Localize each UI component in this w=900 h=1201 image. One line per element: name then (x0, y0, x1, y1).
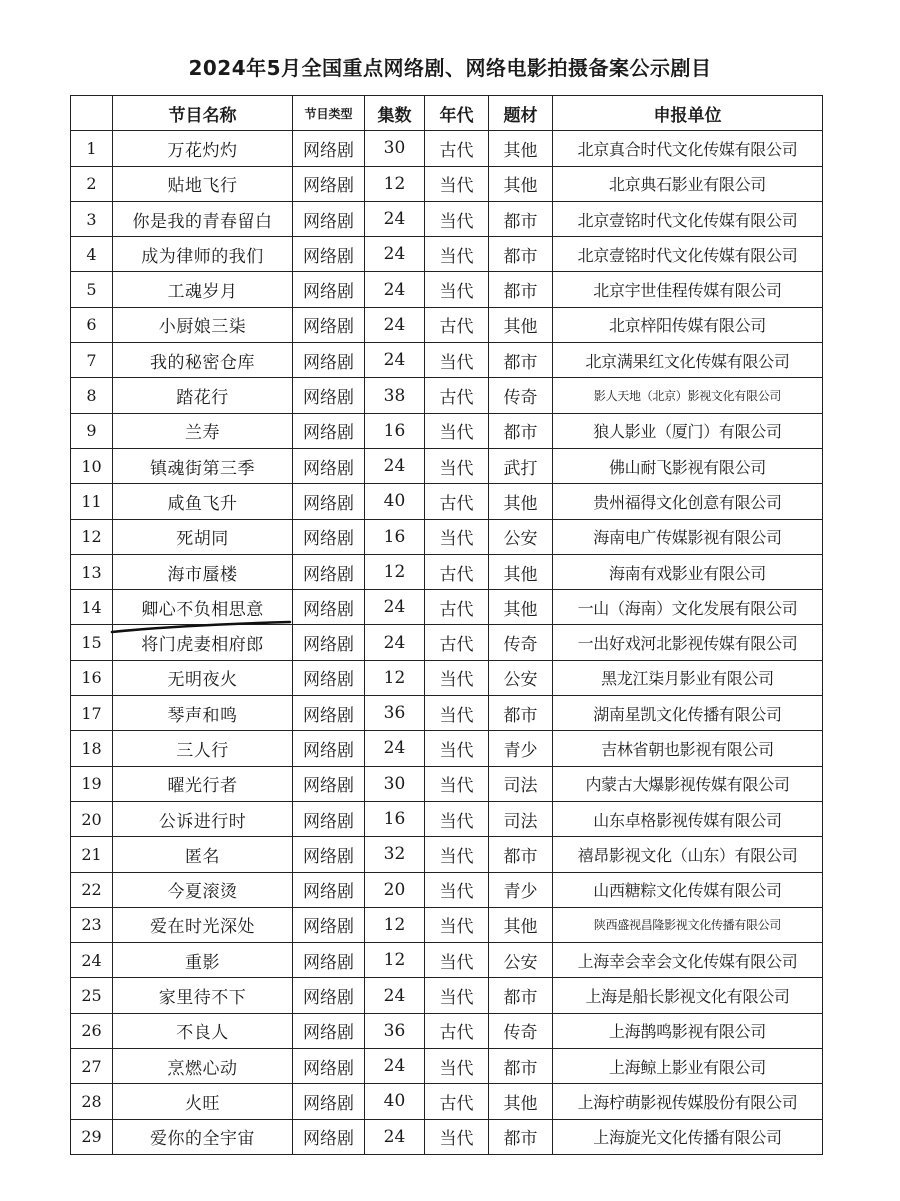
cell-genre: 公安 (489, 943, 553, 978)
cell-episodes: 12 (365, 943, 425, 978)
cell-company: 上海是船长影视文化有限公司 (553, 978, 823, 1013)
cell-company: 上海鹊鸣影视有限公司 (553, 1013, 823, 1048)
cell-index: 9 (71, 413, 113, 448)
cell-era: 古代 (425, 1084, 489, 1119)
cell-episodes: 40 (365, 484, 425, 519)
table-row (71, 1049, 823, 1084)
cell-type: 网络剧 (293, 307, 365, 342)
cell-era: 古代 (425, 625, 489, 660)
cell-index: 28 (71, 1084, 113, 1119)
cell-company: 北京典石影业有限公司 (553, 166, 823, 201)
cell-company: 山西糖粽文化传媒有限公司 (553, 872, 823, 907)
cell-index: 5 (71, 272, 113, 307)
cell-type: 网络剧 (293, 1049, 365, 1084)
cell-type: 网络剧 (293, 978, 365, 1013)
cell-index: 23 (71, 907, 113, 942)
cell-era: 当代 (425, 801, 489, 836)
cell-index: 15 (71, 625, 113, 660)
cell-type: 网络剧 (293, 272, 365, 307)
cell-era: 当代 (425, 1049, 489, 1084)
cell-episodes: 24 (365, 343, 425, 378)
cell-index: 11 (71, 484, 113, 519)
cell-type: 网络剧 (293, 590, 365, 625)
cell-genre: 其他 (489, 307, 553, 342)
cell-name: 踏花行 (113, 378, 293, 413)
cell-era: 当代 (425, 1119, 489, 1154)
cell-genre: 司法 (489, 801, 553, 836)
cell-episodes: 24 (365, 625, 425, 660)
cell-genre: 公安 (489, 519, 553, 554)
cell-genre: 传奇 (489, 625, 553, 660)
cell-name: 爱在时光深处 (113, 907, 293, 942)
cell-company: 北京真合时代文化传媒有限公司 (553, 131, 823, 166)
header-era: 年代 (425, 96, 489, 131)
cell-genre: 其他 (489, 590, 553, 625)
header-index (71, 96, 113, 131)
cell-type: 网络剧 (293, 1119, 365, 1154)
table-row (71, 378, 823, 413)
cell-company: 海南电广传媒影视有限公司 (553, 519, 823, 554)
header-company: 申报单位 (553, 96, 823, 131)
table-row (71, 1084, 823, 1119)
cell-name: 兰寿 (113, 413, 293, 448)
cell-genre: 青少 (489, 731, 553, 766)
cell-name: 曜光行者 (113, 766, 293, 801)
cell-index: 24 (71, 943, 113, 978)
cell-type: 网络剧 (293, 343, 365, 378)
cell-company: 上海幸会幸会文化传媒有限公司 (553, 943, 823, 978)
cell-genre: 都市 (489, 696, 553, 731)
cell-genre: 都市 (489, 413, 553, 448)
table-row (71, 907, 823, 942)
cell-name: 海市蜃楼 (113, 554, 293, 589)
cell-company: 湖南星凯文化传播有限公司 (553, 696, 823, 731)
cell-company: 贵州福得文化创意有限公司 (553, 484, 823, 519)
cell-company: 上海旋光文化传播有限公司 (553, 1119, 823, 1154)
cell-type: 网络剧 (293, 166, 365, 201)
cell-era: 古代 (425, 484, 489, 519)
table-row (71, 872, 823, 907)
cell-era: 古代 (425, 1013, 489, 1048)
table-row (71, 837, 823, 872)
table-row (71, 801, 823, 836)
cell-genre: 公安 (489, 660, 553, 695)
cell-type: 网络剧 (293, 448, 365, 483)
cell-name: 无明夜火 (113, 660, 293, 695)
cell-genre: 青少 (489, 872, 553, 907)
cell-episodes: 24 (365, 731, 425, 766)
table-row (71, 590, 823, 625)
cell-genre: 都市 (489, 343, 553, 378)
header-name: 节目名称 (113, 96, 293, 131)
cell-episodes: 30 (365, 766, 425, 801)
cell-genre: 都市 (489, 272, 553, 307)
header-episodes: 集数 (365, 96, 425, 131)
cell-name: 我的秘密仓库 (113, 343, 293, 378)
cell-era: 古代 (425, 554, 489, 589)
cell-index: 18 (71, 731, 113, 766)
table-row (71, 554, 823, 589)
cell-type: 网络剧 (293, 837, 365, 872)
cell-name: 琴声和鸣 (113, 696, 293, 731)
cell-name: 将门虎妻相府郎 (113, 625, 293, 660)
cell-name: 三人行 (113, 731, 293, 766)
cell-company: 北京壹铭时代文化传媒有限公司 (553, 237, 823, 272)
cell-era: 当代 (425, 696, 489, 731)
cell-name: 成为律师的我们 (113, 237, 293, 272)
cell-company: 上海柠萌影视传媒股份有限公司 (553, 1084, 823, 1119)
table-row (71, 272, 823, 307)
cell-name: 今夏滚烫 (113, 872, 293, 907)
cell-genre: 其他 (489, 131, 553, 166)
cell-era: 当代 (425, 448, 489, 483)
page-title: 2024年5月全国重点网络剧、网络电影拍摄备案公示剧目 (188, 56, 712, 80)
cell-type: 网络剧 (293, 201, 365, 236)
cell-name: 你是我的青春留白 (113, 201, 293, 236)
cell-genre: 传奇 (489, 1013, 553, 1048)
cell-type: 网络剧 (293, 801, 365, 836)
cell-type: 网络剧 (293, 131, 365, 166)
cell-company: 吉林省朝也影视有限公司 (553, 731, 823, 766)
table-row (71, 1119, 823, 1154)
cell-episodes: 32 (365, 837, 425, 872)
cell-index: 13 (71, 554, 113, 589)
cell-company: 一山（海南）文化发展有限公司 (553, 590, 823, 625)
cell-type: 网络剧 (293, 625, 365, 660)
cell-company: 上海鲸上影业有限公司 (553, 1049, 823, 1084)
cell-company: 一出好戏河北影视传媒有限公司 (553, 625, 823, 660)
cell-index: 12 (71, 519, 113, 554)
cell-type: 网络剧 (293, 660, 365, 695)
header-row (71, 96, 823, 131)
cell-type: 网络剧 (293, 484, 365, 519)
cell-genre: 武打 (489, 448, 553, 483)
cell-episodes: 24 (365, 1049, 425, 1084)
cell-type: 网络剧 (293, 731, 365, 766)
cell-episodes: 12 (365, 554, 425, 589)
cell-episodes: 24 (365, 590, 425, 625)
cell-genre: 其他 (489, 484, 553, 519)
cell-company: 黑龙江柒月影业有限公司 (553, 660, 823, 695)
cell-genre: 都市 (489, 978, 553, 1013)
cell-company: 内蒙古大爆影视传媒有限公司 (553, 766, 823, 801)
cell-genre: 其他 (489, 907, 553, 942)
cell-name: 重影 (113, 943, 293, 978)
cell-name: 爱你的全宇宙 (113, 1119, 293, 1154)
cell-era: 当代 (425, 731, 489, 766)
cell-type: 网络剧 (293, 237, 365, 272)
cell-episodes: 24 (365, 272, 425, 307)
cell-era: 当代 (425, 978, 489, 1013)
cell-index: 19 (71, 766, 113, 801)
cell-episodes: 40 (365, 1084, 425, 1119)
cell-type: 网络剧 (293, 696, 365, 731)
cell-name: 工魂岁月 (113, 272, 293, 307)
table-row (71, 484, 823, 519)
table-row (71, 519, 823, 554)
cell-era: 当代 (425, 237, 489, 272)
cell-type: 网络剧 (293, 413, 365, 448)
cell-episodes: 30 (365, 131, 425, 166)
cell-type: 网络剧 (293, 907, 365, 942)
cell-company: 狼人影业（厦门）有限公司 (553, 413, 823, 448)
cell-type: 网络剧 (293, 1013, 365, 1048)
cell-name: 卿心不负相思意 (113, 590, 293, 625)
cell-company: 陕西盛视昌隆影视文化传播有限公司 (553, 907, 823, 942)
cell-era: 当代 (425, 166, 489, 201)
cell-era: 当代 (425, 872, 489, 907)
cell-index: 7 (71, 343, 113, 378)
cell-episodes: 16 (365, 519, 425, 554)
cell-era: 当代 (425, 201, 489, 236)
table-row (71, 413, 823, 448)
table-row (71, 943, 823, 978)
cell-genre: 都市 (489, 1049, 553, 1084)
cell-type: 网络剧 (293, 943, 365, 978)
cell-era: 当代 (425, 413, 489, 448)
cell-name: 火旺 (113, 1084, 293, 1119)
cell-episodes: 24 (365, 448, 425, 483)
cell-index: 4 (71, 237, 113, 272)
cell-genre: 其他 (489, 166, 553, 201)
cell-name: 死胡同 (113, 519, 293, 554)
cell-name: 匿名 (113, 837, 293, 872)
cell-genre: 传奇 (489, 378, 553, 413)
cell-genre: 其他 (489, 554, 553, 589)
cell-company: 山东卓格影视传媒有限公司 (553, 801, 823, 836)
cell-index: 14 (71, 590, 113, 625)
table-row (71, 1013, 823, 1048)
cell-genre: 都市 (489, 201, 553, 236)
cell-era: 当代 (425, 766, 489, 801)
cell-company: 北京壹铭时代文化传媒有限公司 (553, 201, 823, 236)
cell-era: 当代 (425, 343, 489, 378)
table-row (71, 696, 823, 731)
cell-episodes: 16 (365, 413, 425, 448)
cell-name: 烹燃心动 (113, 1049, 293, 1084)
cell-episodes: 12 (365, 166, 425, 201)
cell-type: 网络剧 (293, 378, 365, 413)
cell-company: 影人天地（北京）影视文化有限公司 (553, 378, 823, 413)
cell-genre: 司法 (489, 766, 553, 801)
cell-episodes: 16 (365, 801, 425, 836)
cell-era: 当代 (425, 272, 489, 307)
table-row (71, 978, 823, 1013)
cell-index: 25 (71, 978, 113, 1013)
cell-index: 17 (71, 696, 113, 731)
table-row (71, 307, 823, 342)
table-row (71, 343, 823, 378)
cell-name: 公诉进行时 (113, 801, 293, 836)
header-genre: 题材 (489, 96, 553, 131)
cell-episodes: 36 (365, 696, 425, 731)
cell-company: 北京满果红文化传媒有限公司 (553, 343, 823, 378)
cell-name: 不良人 (113, 1013, 293, 1048)
cell-era: 当代 (425, 837, 489, 872)
cell-type: 网络剧 (293, 1084, 365, 1119)
cell-company: 禧昂影视文化（山东）有限公司 (553, 837, 823, 872)
cell-episodes: 12 (365, 660, 425, 695)
cell-index: 10 (71, 448, 113, 483)
cell-name: 家里待不下 (113, 978, 293, 1013)
cell-era: 当代 (425, 519, 489, 554)
cell-index: 2 (71, 166, 113, 201)
cell-index: 26 (71, 1013, 113, 1048)
cell-index: 29 (71, 1119, 113, 1154)
cell-episodes: 24 (365, 237, 425, 272)
drama-table (70, 95, 823, 1155)
table-row (71, 448, 823, 483)
table-row (71, 131, 823, 166)
cell-genre: 都市 (489, 837, 553, 872)
cell-type: 网络剧 (293, 519, 365, 554)
cell-type: 网络剧 (293, 872, 365, 907)
cell-era: 当代 (425, 907, 489, 942)
cell-company: 海南有戏影业有限公司 (553, 554, 823, 589)
cell-name: 贴地飞行 (113, 166, 293, 201)
cell-episodes: 24 (365, 201, 425, 236)
cell-episodes: 38 (365, 378, 425, 413)
cell-era: 当代 (425, 943, 489, 978)
cell-index: 1 (71, 131, 113, 166)
cell-genre: 都市 (489, 237, 553, 272)
cell-index: 6 (71, 307, 113, 342)
cell-genre: 其他 (489, 1084, 553, 1119)
table-row (71, 237, 823, 272)
cell-era: 古代 (425, 307, 489, 342)
cell-index: 3 (71, 201, 113, 236)
header-type: 节目类型 (293, 96, 365, 131)
table-row (71, 660, 823, 695)
cell-name: 镇魂街第三季 (113, 448, 293, 483)
table-row (71, 201, 823, 236)
cell-episodes: 20 (365, 872, 425, 907)
cell-name: 万花灼灼 (113, 131, 293, 166)
cell-name: 小厨娘三柒 (113, 307, 293, 342)
cell-episodes: 36 (365, 1013, 425, 1048)
cell-company: 佛山耐飞影视有限公司 (553, 448, 823, 483)
table-body (71, 131, 823, 1155)
cell-company: 北京梓阳传媒有限公司 (553, 307, 823, 342)
cell-index: 27 (71, 1049, 113, 1084)
table-row (71, 731, 823, 766)
cell-episodes: 24 (365, 1119, 425, 1154)
cell-index: 8 (71, 378, 113, 413)
cell-era: 古代 (425, 378, 489, 413)
cell-era: 古代 (425, 590, 489, 625)
cell-name: 咸鱼飞升 (113, 484, 293, 519)
cell-index: 22 (71, 872, 113, 907)
cell-type: 网络剧 (293, 766, 365, 801)
table-row (71, 625, 823, 660)
cell-episodes: 24 (365, 307, 425, 342)
cell-index: 16 (71, 660, 113, 695)
table-row (71, 766, 823, 801)
cell-episodes: 24 (365, 978, 425, 1013)
cell-era: 古代 (425, 131, 489, 166)
cell-era: 当代 (425, 660, 489, 695)
cell-type: 网络剧 (293, 554, 365, 589)
cell-genre: 都市 (489, 1119, 553, 1154)
cell-index: 21 (71, 837, 113, 872)
cell-company: 北京宇世佳程传媒有限公司 (553, 272, 823, 307)
table-row (71, 166, 823, 201)
cell-index: 20 (71, 801, 113, 836)
cell-episodes: 12 (365, 907, 425, 942)
